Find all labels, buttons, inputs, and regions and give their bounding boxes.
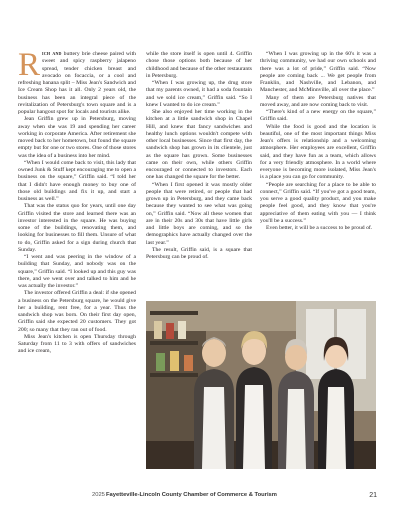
paragraph: while the store itself is open until 4. Griffin chose those options both because of her childhood and because of the other restaurants in Petersburg. — [146, 51, 252, 79]
paragraph: “When I was growing up in the 60's it was a thriving community, we had our own schools and there was a lot of pride,” Griffin said. “Now people are coming back ... We get people from Franklin, and Nashville, and Lebanon, and Manchester, and McMinnville, all over the place.” — [260, 51, 376, 94]
paragraph: Jean Griffin grew up in Petersburg, moving away when she was 19 and spending her career working in corporate America. After retirement she moved back to her hometown, but found the square empty but for one or two stores. One of those stores was the idea of a business into her mind. — [18, 116, 136, 159]
staff-photo-illustration — [146, 301, 376, 469]
page-number: 21 — [369, 492, 377, 499]
paragraph: “When I was growing up, the drug store that my parents owned, it had a soda fountain and we sold ice cream,” Griffin said. “So I knew I wanted to do ice cream.” — [146, 80, 252, 108]
paragraph: That was the status quo for years, until one day Griffin visited the store and learned there was an investor interested in the square. He was buying some of the buildings, renovating them, and looking for businesses to fill them. Unsure of what to do, Griffin asked for a sign during church that Sunday. — [18, 203, 136, 253]
lead-small-caps: ich and — [42, 51, 62, 57]
article-column-3 — [260, 51, 376, 232]
paragraph: “People are searching for a place to be able to connect,” Griffin said. “If you've got a good team, you serve a good quality product, and you make people feel good, and they know that you're appreciative of them eating with you — I think you'll be a success.” — [260, 181, 376, 224]
footer-organization: Fayetteville-Lincoln County Chamber of Commerce & Tourism — [106, 492, 277, 498]
drop-cap: R — [18, 47, 41, 83]
article-column-1 — [18, 47, 137, 356]
paragraph: While the food is good and the location is beautiful, one of the most important things Miss Jean's offers is relationship and a welcoming atmosphere. Her employees are excellent, Griffin said, and they have fun as a team, which allows for a very friendly atmosphere. In a world where everyone is becoming more isolated, Miss Jean's is a place you can go for community. — [260, 123, 376, 181]
paragraph: The result, Griffin said, is a square that Petersburg can be proud of. — [146, 246, 252, 260]
article-column-2 — [146, 51, 252, 261]
paragraph: “There's kind of a new energy on the square,” Griffin said. — [260, 109, 376, 123]
staff-photo — [146, 301, 376, 469]
paragraph: Many of them are Petersburg natives that moved away, and are now coming back to visit. — [260, 94, 376, 108]
paragraph: Even better, it will be a success to be proud of. — [266, 225, 373, 231]
footer-year: 2025 — [92, 492, 105, 498]
paragraph: “When I first opened it was mostly older people that were retired, or people that had grown up in Petersburg, and they came back because they wanted to see what was going on,” Griffin said. “Now all these women that are in their 20s and 30s that have little girls and little boys are coming, and so the demographics have actually changed over the last year.” — [146, 181, 252, 246]
paragraph: She also enjoyed her time working in the kitchen at a little sandwich shop in Chapel Hill, and knew that fancy sandwiches and healthy lunch options wouldn't compete with other local businesses. Since that first day, the sandwich shop has grown in its clientele, just as the square has grown. Some businesses came on their own, while others Griffin encouraged or connected to investors. Each one has changed the square for the better. — [146, 109, 252, 181]
paragraph: “When I would come back to visit, this lady that owned Junk & Stuff kept encouraging me to open a business on the square,” Griffin said. “I told her that I didn't have enough money to buy one of those old buildings and fix it up, and start a business as well.” — [18, 159, 136, 202]
paragraph: Miss Jean's kitchen is open Thursday through Saturday from 11 to 3 with offers of sandwiches and ice cream, — [18, 333, 136, 355]
paragraph: “I went and was peering in the window of a building that Sunday, and nobody was on the square,” Griffin said. “I looked up and this guy was there, and we went over and talked to him and he was actually the investor.” — [18, 254, 136, 289]
lead-paragraph — [18, 47, 137, 116]
paragraph: The investor offered Griffin a deal: if she opened a business on the Petersburg square, he would give her a building, rent free, for a year. Thus the sandwich shop was born. On their first day open, Griffin said she expected 20 customers. They got 200; so many that they ran out of food. — [18, 290, 136, 333]
lead-text: buttery brie cheese paired with sweet and spicy raspberry jalapeno spread, tender chicken breast and avocado on focaccia, or a cool and refreshing banana split – Miss Jean's Sandwich and Ice Cream Shop has it all. Only 2 years old, the business has been an integral piece of the revitalization of Petersburg's town square and is a popular hangout spot for locals and tourists alike. — [18, 51, 137, 115]
